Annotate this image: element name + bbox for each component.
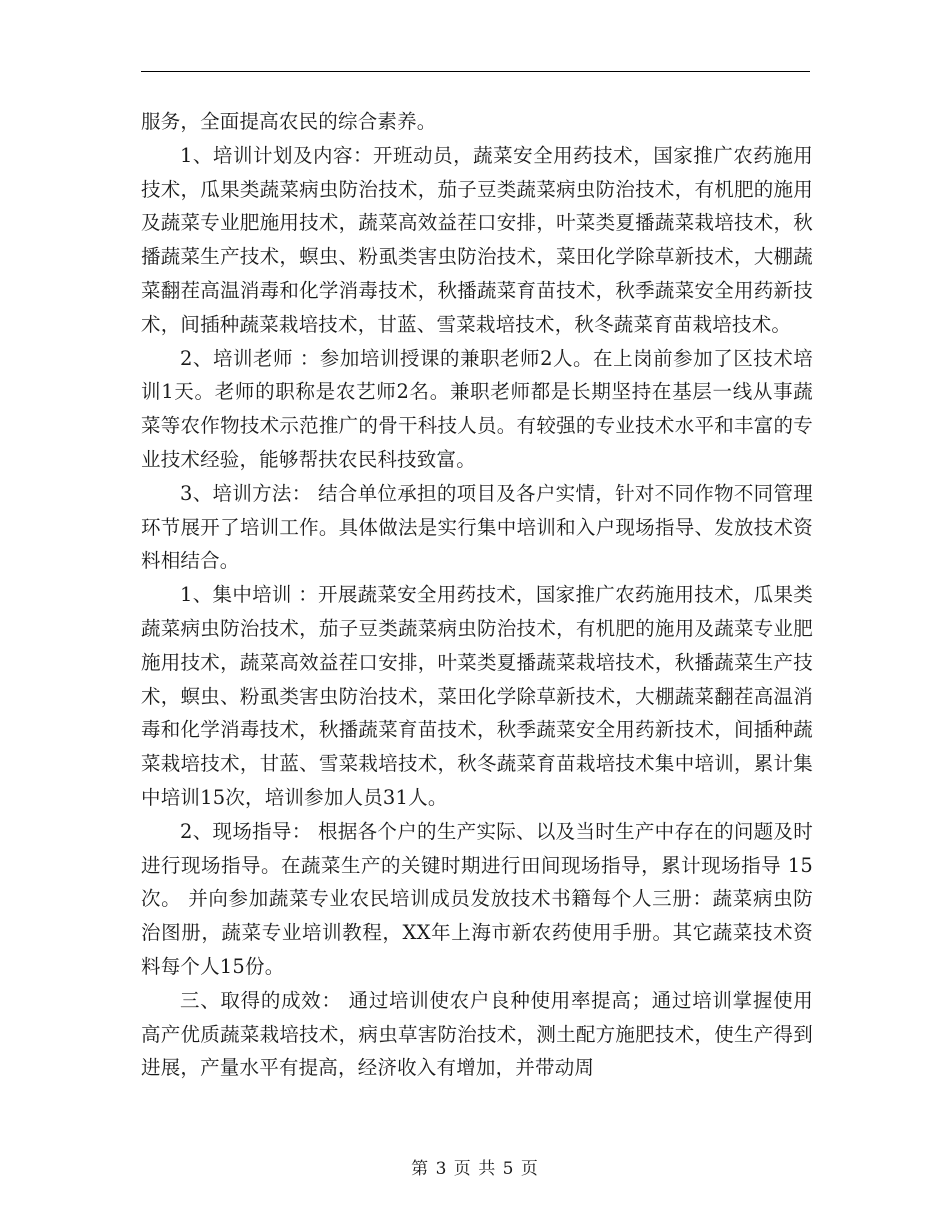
page-number-footer: 第 3 页 共 5 页 — [411, 1159, 539, 1179]
document-body — [141, 105, 813, 1085]
paragraph: 2、培训老师 ：参加培训授课的兼职老师2人。在上岗前参加了区技术培训1天。老师的职称是农艺师2名。兼职老师都是长期坚持在基层一线从事蔬菜等农作物技术示范推广的骨干科技人员。有较强的专业技术水平和丰富的专业技术经验，能够帮扶农民科技致富。 — [141, 346, 813, 471]
header-rule — [141, 71, 810, 72]
paragraph: 3、培训方法： 结合单位承担的项目及各户实情，针对不同作物不同管理环节展开了培训工作。具体做法是实行集中培训和入户现场指导、发放技术资料相结合。 — [141, 481, 813, 573]
paragraph: 三、取得的成效： 通过培训使农户良种使用率提高；通过培训掌握使用高产优质蔬菜栽培技术，病虫草害防治技术，测土配方施肥技术，使生产得到进展，产量水平有提高，经济收入有增加，并带动周 — [141, 988, 813, 1080]
paragraph: 服务，全面提高农民的综合素养。 — [141, 110, 437, 133]
paragraph: 2、现场指导： 根据各个户的生产实际、以及当时生产中存在的问题及时进行现场指导。在蔬菜生产的关键时期进行田间现场指导，累计现场指导 15次。 并向参加蔬菜专业农民培训成员发放技术书籍每个人三册：蔬菜病虫防治图册，蔬菜专业培训教程，XX年上海市新农药使用手册。其它蔬菜技术资料每个人15份。 — [141, 819, 813, 978]
paragraph: 1、集中培训 ：开展蔬菜安全用药技术，国家推广农药施用技术，瓜果类蔬菜病虫防治技术，茄子豆类蔬菜病虫防治技术，有机肥的施用及蔬菜专业肥施用技术，蔬菜高效益茬口安排，叶菜类夏播蔬菜栽培技术，秋播蔬菜生产技术，螟虫、粉虱类害虫防治技术，菜田化学除草新技术，大棚蔬菜翻茬高温消毒和化学消毒技术，秋播蔬菜育苗技术，秋季蔬菜安全用药新技术，间插种蔬菜栽培技术，甘蓝、雪菜栽培技术，秋冬蔬菜育苗栽培技术集中培训，累计集中培训15次，培训参加人员31人。 — [141, 583, 813, 809]
paragraph: 1、培训计划及内容：开班动员，蔬菜安全用药技术，国家推广农药施用技术，瓜果类蔬菜病虫防治技术，茄子豆类蔬菜病虫防治技术，有机肥的施用及蔬菜专业肥施用技术，蔬菜高效益茬口安排，叶菜类夏播蔬菜栽培技术，秋播蔬菜生产技术，螟虫、粉虱类害虫防治技术，菜田化学除草新技术，大棚蔬菜翻茬高温消毒和化学消毒技术，秋播蔬菜育苗技术，秋季蔬菜安全用药新技术，间插种蔬菜栽培技术，甘蓝、雪菜栽培技术，秋冬蔬菜育苗栽培技术。 — [141, 143, 813, 336]
